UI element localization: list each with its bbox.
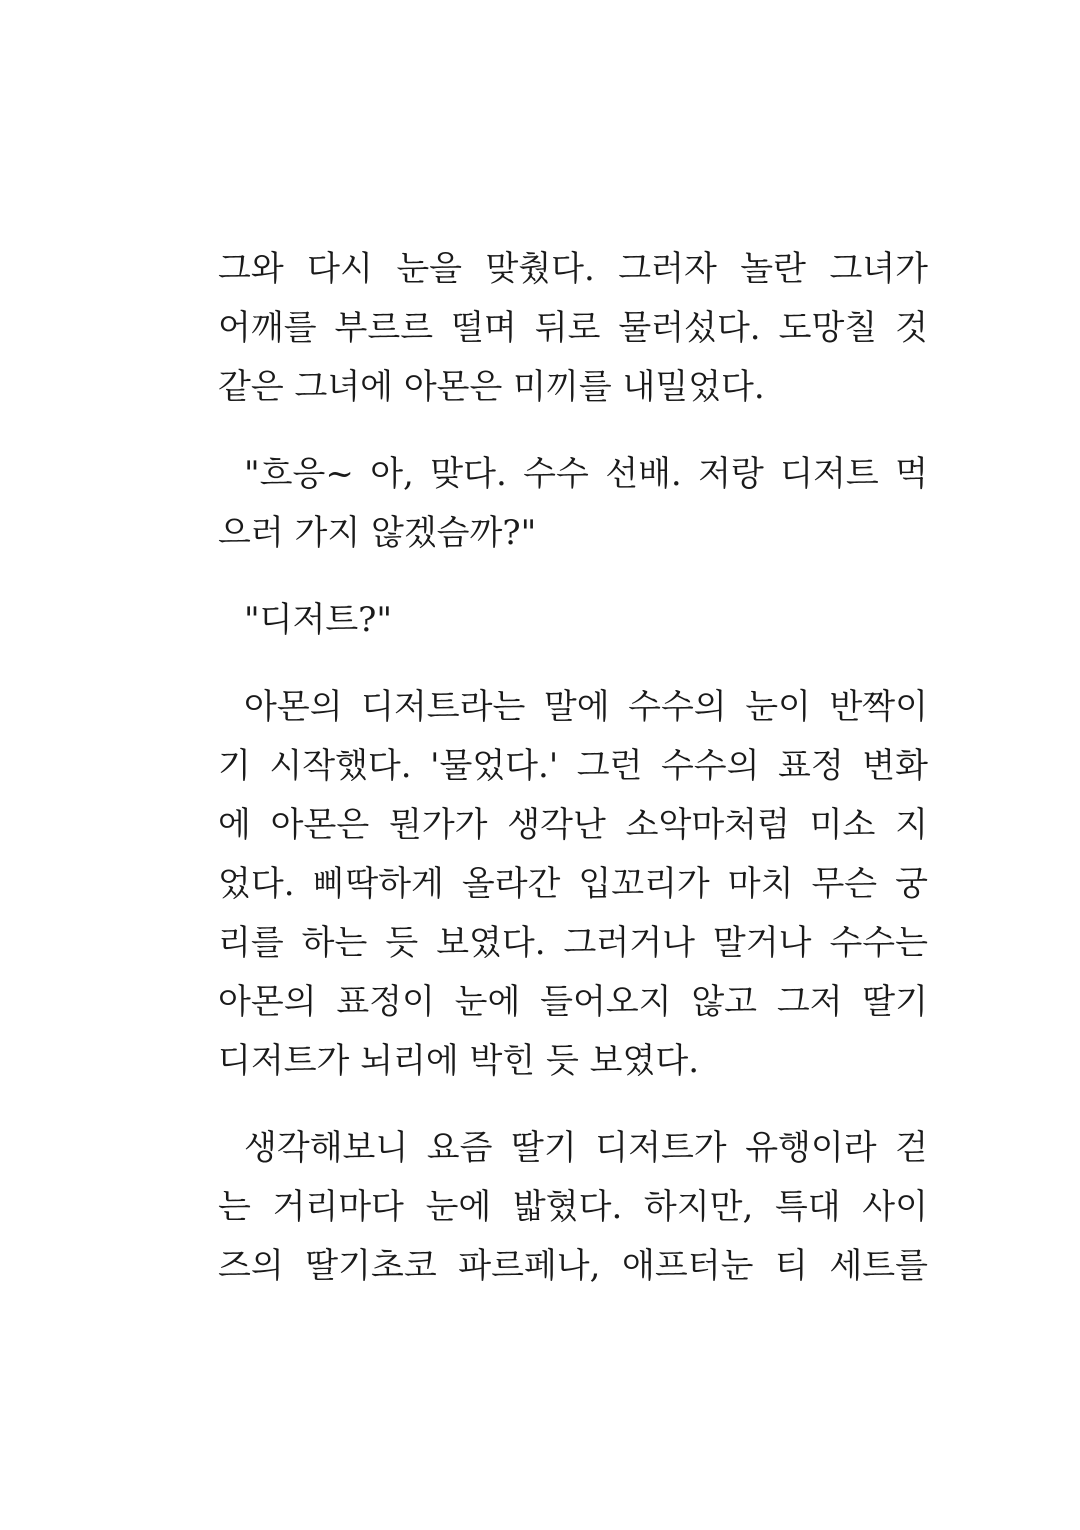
- text-line: 어깨를 부르르 떨며 뒤로 물러섰다. 도망칠 것: [218, 308, 928, 348]
- text-line: 는 거리마다 눈에 밟혔다. 하지만, 특대 사이: [218, 1187, 928, 1227]
- text-line: "디저트?": [244, 600, 393, 640]
- paragraph-5: [218, 1119, 928, 1296]
- text-line: 즈의 딸기초코 파르페나, 애프터눈 티 세트를: [218, 1246, 928, 1286]
- paragraph-4: [218, 678, 928, 1091]
- text-line: 그와 다시 눈을 맞췄다. 그러자 놀란 그녀가: [218, 249, 928, 289]
- paragraph-3: [218, 591, 928, 650]
- text-line: 리를 하는 듯 보였다. 그러거나 말거나 수수는: [218, 923, 928, 963]
- book-page: [218, 240, 928, 1324]
- paragraph-2: [218, 445, 928, 563]
- text-line: 아몬의 디저트라는 말에 수수의 눈이 반짝이: [244, 687, 928, 727]
- text-line: 에 아몬은 뭔가가 생각난 소악마처럼 미소 지: [218, 805, 928, 845]
- text-line: "흐응~ 아, 맞다. 수수 선배. 저랑 디저트 먹: [244, 454, 928, 494]
- text-line: 었다. 삐딱하게 올라간 입꼬리가 마치 무슨 궁: [218, 864, 928, 904]
- text-line: 으러 가지 않겠슴까?": [218, 513, 537, 553]
- text-line: 생각해보니 요즘 딸기 디저트가 유행이라 걷: [244, 1128, 928, 1168]
- text-line: 기 시작했다. '물었다.' 그런 수수의 표정 변화: [218, 746, 928, 786]
- text-line: 같은 그녀에 아몬은 미끼를 내밀었다.: [218, 367, 765, 407]
- text-line: 아몬의 표정이 눈에 들어오지 않고 그저 딸기: [218, 982, 928, 1022]
- text-line: 디저트가 뇌리에 박힌 듯 보였다.: [218, 1041, 700, 1081]
- paragraph-1: [218, 240, 928, 417]
